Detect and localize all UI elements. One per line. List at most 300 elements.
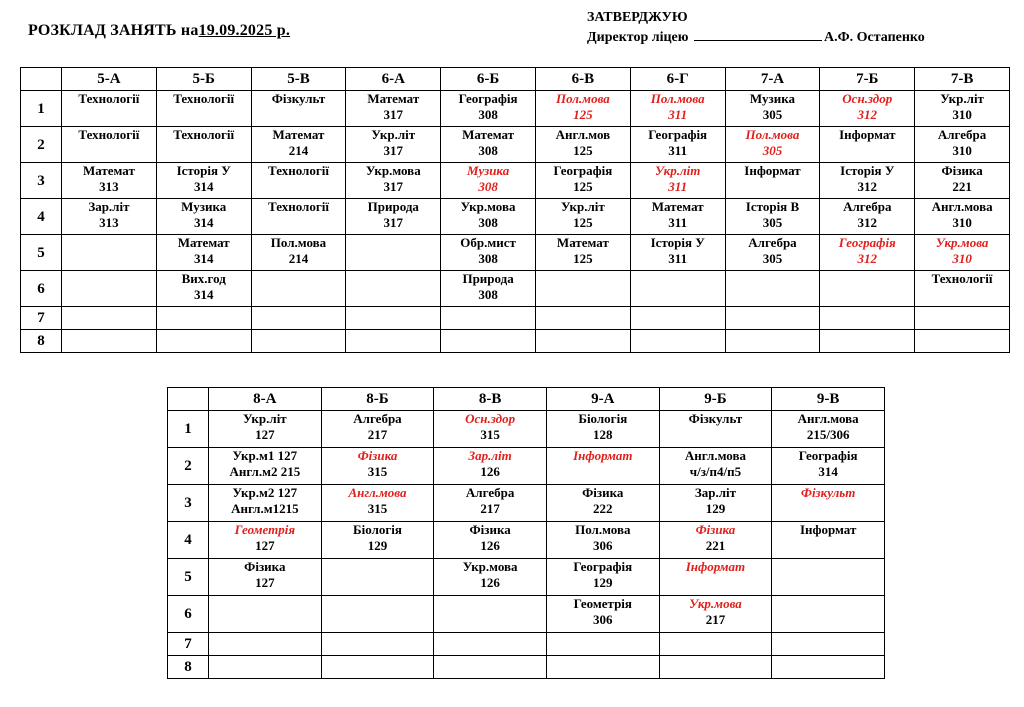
lesson-number: 1 [21, 91, 62, 127]
lesson-cell [915, 271, 1010, 307]
room-number: 126 [480, 538, 500, 553]
title-text: РОЗКЛАД ЗАНЯТЬ на [28, 22, 199, 39]
subject-name: Обр.мист [460, 235, 516, 250]
director-line [587, 28, 925, 48]
lesson-cell [659, 596, 772, 633]
lesson-cell [156, 235, 251, 271]
room-number: 313 [99, 215, 119, 230]
room-number: 312 [857, 251, 878, 266]
lesson-row [168, 656, 885, 679]
room-number: 305 [762, 107, 783, 122]
class-header: 6-Г [630, 68, 725, 91]
room-number: 310 [952, 107, 972, 122]
lesson-cell [772, 559, 885, 596]
lesson-cell [441, 235, 536, 271]
lesson-cell [546, 633, 659, 656]
subject-name: Англ.мова [797, 411, 859, 426]
lesson-cell [546, 559, 659, 596]
subject-name: Алгебра [465, 485, 515, 500]
lesson-cell [62, 307, 157, 330]
room-number: 314 [193, 287, 214, 302]
lesson-cell [441, 127, 536, 163]
room-number: 306 [593, 538, 613, 553]
lesson-number: 4 [21, 199, 62, 235]
lesson-cell [659, 448, 772, 485]
room-number: 314 [818, 464, 838, 479]
subject-name: Укр.літ [561, 199, 605, 214]
lesson-cell [546, 411, 659, 448]
class-header: 8-Б [321, 388, 434, 411]
lesson-cell [209, 411, 322, 448]
subject-name: Історія В [745, 199, 800, 214]
schedule-table-lower [167, 387, 885, 679]
room-number: 317 [383, 143, 404, 158]
subject-name: Пол.мова [650, 91, 705, 106]
lesson-cell [915, 91, 1010, 127]
subject-name: Пол.мова [745, 127, 800, 142]
class-header: 6-В [535, 68, 630, 91]
subject-name: Англ.мова [348, 485, 407, 500]
lesson-number: 2 [168, 448, 209, 485]
room-number: 314 [193, 251, 214, 266]
lesson-cell [209, 596, 322, 633]
subject-name: Історія У [840, 163, 895, 178]
subject-name: Укр.літ [940, 91, 984, 106]
lesson-cell [346, 271, 441, 307]
lesson-cell [546, 522, 659, 559]
room-number: Англ.м2 215 [229, 464, 301, 479]
lesson-cell [441, 163, 536, 199]
subject-name: Географія [553, 163, 613, 178]
lesson-number: 4 [168, 522, 209, 559]
lesson-cell [915, 235, 1010, 271]
lesson-cell [630, 235, 725, 271]
class-header: 9-А [546, 388, 659, 411]
class-header: 8-В [434, 388, 547, 411]
lesson-row [21, 163, 1010, 199]
room-number: 311 [668, 215, 688, 230]
lesson-cell [156, 271, 251, 307]
subject-name: Фізика [695, 522, 736, 537]
lesson-cell [209, 656, 322, 679]
room-number: 127 [255, 575, 275, 590]
room-number: 310 [952, 215, 972, 230]
lesson-cell [725, 163, 820, 199]
subject-name: Технології [78, 127, 140, 142]
subject-name: Англ.мов [555, 127, 611, 142]
subject-name: Укр.літ [371, 127, 416, 142]
room-number: 315 [367, 464, 388, 479]
subject-name: Математ [82, 163, 135, 178]
lesson-cell [346, 163, 441, 199]
lesson-row [168, 596, 885, 633]
lesson-number: 3 [21, 163, 62, 199]
class-header: 7-В [915, 68, 1010, 91]
subject-name: Технології [268, 199, 329, 214]
lesson-cell [321, 448, 434, 485]
lesson-cell [546, 656, 659, 679]
room-number: Англ.м1215 [231, 501, 299, 516]
room-number: 308 [478, 251, 498, 266]
subject-name: Укр.мова [365, 163, 421, 178]
lesson-cell [441, 330, 536, 353]
subject-name: Укр.м1 127 [232, 448, 298, 463]
lesson-cell [915, 307, 1010, 330]
room-number: 317 [383, 215, 404, 230]
subject-name: Інформат [839, 127, 896, 142]
schedule-date: 19.09.2025 р. [198, 22, 291, 39]
room-number: 315 [367, 501, 388, 516]
room-number: 308 [478, 215, 498, 230]
subject-name: Біологія [578, 411, 628, 426]
lesson-number: 7 [168, 633, 209, 656]
lesson-cell [62, 163, 157, 199]
subject-name: Алгебра [937, 127, 987, 142]
room-number: 217 [480, 501, 500, 516]
lesson-cell [915, 163, 1010, 199]
subject-name: Геометрія [573, 596, 632, 611]
room-number: 311 [668, 107, 688, 122]
header-row [21, 68, 1010, 91]
lesson-cell [725, 271, 820, 307]
subject-name: Зар.літ [88, 199, 130, 214]
lesson-number: 5 [21, 235, 62, 271]
lesson-row [21, 91, 1010, 127]
header-row [168, 388, 885, 411]
lesson-cell [441, 307, 536, 330]
subject-name: Укр.мова [462, 559, 518, 574]
lesson-cell [62, 91, 157, 127]
lesson-cell [772, 522, 885, 559]
lesson-cell [659, 633, 772, 656]
subject-name: Технології [931, 271, 993, 286]
lesson-cell [659, 485, 772, 522]
lesson-cell [434, 522, 547, 559]
room-number: 125 [573, 251, 593, 266]
lesson-cell [209, 448, 322, 485]
lesson-cell [62, 127, 157, 163]
lesson-cell [659, 559, 772, 596]
subject-name: Технології [78, 91, 140, 106]
subject-name: Алгебра [843, 199, 892, 214]
lesson-cell [820, 127, 915, 163]
subject-name: Історія У [176, 163, 231, 178]
subject-name: Математ [556, 235, 609, 250]
lesson-cell [156, 127, 251, 163]
lesson-cell [915, 330, 1010, 353]
lesson-cell [209, 559, 322, 596]
room-number: 308 [478, 287, 498, 302]
lesson-row [168, 448, 885, 485]
room-number: 312 [857, 179, 878, 194]
lesson-cell [630, 199, 725, 235]
lesson-number: 6 [168, 596, 209, 633]
subject-name: Технології [173, 91, 235, 106]
class-header: 7-А [725, 68, 820, 91]
lesson-number: 8 [21, 330, 62, 353]
subject-name: Географія [798, 448, 858, 463]
subject-name: Зар.літ [694, 485, 737, 500]
lesson-cell [725, 235, 820, 271]
subject-name: Англ.мова [684, 448, 746, 463]
lesson-cell [321, 485, 434, 522]
lesson-cell [434, 596, 547, 633]
subject-name: Англ.мова [931, 199, 993, 214]
lesson-cell [434, 485, 547, 522]
room-number: 221 [705, 538, 726, 553]
subject-name: Осн.здор [842, 91, 893, 106]
lesson-cell [156, 199, 251, 235]
subject-name: Інформат [799, 522, 857, 537]
lesson-cell [441, 199, 536, 235]
lesson-cell [535, 235, 630, 271]
lesson-cell [62, 271, 157, 307]
lesson-cell [725, 127, 820, 163]
lesson-cell [820, 163, 915, 199]
room-number: 125 [573, 179, 593, 194]
subject-name: Алгебра [748, 235, 797, 250]
lesson-cell [251, 127, 346, 163]
subject-name: Укр.мова [689, 596, 742, 611]
lesson-row [21, 307, 1010, 330]
room-number: 128 [593, 427, 613, 442]
lesson-cell [346, 307, 441, 330]
lesson-cell [251, 235, 346, 271]
subject-name: Осн.здор [465, 411, 516, 426]
subject-name: Укр.літ [242, 411, 287, 426]
room-number: 129 [593, 575, 613, 590]
subject-name: Математ [367, 91, 420, 106]
lesson-cell [630, 127, 725, 163]
subject-name: Укр.мова [935, 235, 989, 250]
class-header: 5-В [251, 68, 346, 91]
lesson-cell [441, 91, 536, 127]
subject-name: Історія У [650, 235, 705, 250]
room-number: 127 [255, 427, 275, 442]
lesson-cell [772, 596, 885, 633]
class-header: 8-А [209, 388, 322, 411]
subject-name: Укр.літ [654, 163, 701, 178]
lesson-cell [209, 522, 322, 559]
room-number: 308 [478, 143, 498, 158]
class-header: 7-Б [820, 68, 915, 91]
lesson-cell [772, 485, 885, 522]
lesson-row [21, 235, 1010, 271]
lesson-row [168, 559, 885, 596]
lesson-cell [546, 448, 659, 485]
lesson-cell [62, 235, 157, 271]
room-number: 317 [383, 179, 404, 194]
lesson-cell [820, 330, 915, 353]
subject-name: Фізкульт [271, 91, 326, 106]
lesson-cell [535, 271, 630, 307]
lesson-number: 6 [21, 271, 62, 307]
subject-name: Інформат [685, 559, 746, 574]
room-number: 312 [857, 107, 878, 122]
subject-name: Пол.мова [575, 522, 631, 537]
lesson-cell [535, 163, 630, 199]
lesson-number: 3 [168, 485, 209, 522]
lesson-cell [209, 485, 322, 522]
room-number: 129 [705, 501, 726, 516]
lesson-cell [820, 271, 915, 307]
subject-name: Музика [181, 199, 227, 214]
director-label: Директор ліцею [587, 30, 689, 45]
subject-name: Математ [177, 235, 230, 250]
lesson-cell [321, 633, 434, 656]
subject-name: Фізкульт [688, 411, 743, 426]
lesson-cell [251, 199, 346, 235]
lesson-cell [630, 307, 725, 330]
subject-name: Географія [573, 559, 633, 574]
subject-name: Технології [173, 127, 235, 142]
lesson-cell [251, 330, 346, 353]
lesson-cell [630, 163, 725, 199]
director-name: А.Ф. Остапенко [823, 30, 925, 45]
subject-name: Біологія [353, 522, 402, 537]
room-number: 217 [367, 427, 388, 442]
lesson-cell [321, 596, 434, 633]
subject-name: Геометрія [234, 522, 296, 537]
subject-name: Інформат [573, 448, 633, 463]
room-number: 127 [255, 538, 275, 553]
room-number: 308 [478, 179, 498, 194]
room-number: 312 [857, 215, 878, 230]
room-number: 215/306 [806, 427, 850, 442]
lesson-cell [535, 127, 630, 163]
lesson-cell [820, 91, 915, 127]
lesson-cell [630, 91, 725, 127]
lesson-cell [321, 559, 434, 596]
lesson-row [21, 127, 1010, 163]
room-number: 317 [383, 107, 404, 122]
lesson-row [168, 411, 885, 448]
room-number: 126 [480, 464, 500, 479]
subject-name: Алгебра [353, 411, 402, 426]
subject-name: Географія [838, 235, 896, 250]
room-number: 222 [593, 501, 613, 516]
room-number: 310 [952, 143, 972, 158]
lesson-cell [535, 307, 630, 330]
room-number: ч/з/п4/п5 [689, 464, 742, 479]
lesson-cell [251, 271, 346, 307]
subject-name: Вих.год [181, 271, 226, 286]
subject-name: Пол.мова [555, 91, 610, 106]
subject-name: Географія [648, 127, 708, 142]
lesson-cell [772, 411, 885, 448]
approve-label: ЗАТВЕРДЖУЮ [587, 10, 688, 25]
class-header: 9-Б [659, 388, 772, 411]
lesson-cell [346, 235, 441, 271]
lesson-cell [156, 307, 251, 330]
lesson-cell [725, 199, 820, 235]
lesson-cell [434, 411, 547, 448]
lesson-cell [251, 307, 346, 330]
lesson-row [21, 271, 1010, 307]
subject-name: Інформат [744, 163, 801, 178]
lesson-cell [251, 91, 346, 127]
corner-cell [168, 388, 209, 411]
room-number: 214 [288, 143, 309, 158]
class-header: 6-А [346, 68, 441, 91]
lesson-cell [772, 633, 885, 656]
lesson-cell [535, 199, 630, 235]
subject-name: Фізика [244, 559, 286, 574]
lesson-cell [209, 633, 322, 656]
room-number: 308 [478, 107, 498, 122]
lesson-cell [535, 330, 630, 353]
class-header: 5-А [62, 68, 157, 91]
lesson-cell [630, 330, 725, 353]
subject-name: Музика [749, 91, 796, 106]
lesson-cell [820, 235, 915, 271]
corner-cell [21, 68, 62, 91]
lesson-cell [156, 163, 251, 199]
lesson-row [21, 199, 1010, 235]
subject-name: Природа [367, 199, 419, 214]
room-number: 129 [367, 538, 388, 553]
signature-line [694, 28, 822, 41]
lesson-cell [820, 307, 915, 330]
subject-name: Фізика [582, 485, 624, 500]
room-number: 125 [573, 215, 593, 230]
room-number: 314 [193, 215, 214, 230]
lesson-number: 7 [21, 307, 62, 330]
room-number: 217 [705, 612, 726, 627]
lesson-number: 8 [168, 656, 209, 679]
approval-block [587, 8, 925, 48]
room-number: 314 [193, 179, 214, 194]
room-number: 125 [573, 143, 593, 158]
lesson-cell [346, 91, 441, 127]
lesson-cell [346, 199, 441, 235]
lesson-cell [546, 485, 659, 522]
room-number: 313 [99, 179, 119, 194]
lesson-cell [156, 91, 251, 127]
room-number: 310 [952, 251, 972, 266]
lesson-cell [434, 633, 547, 656]
room-number: 305 [762, 251, 783, 266]
subject-name: Природа [462, 271, 514, 286]
subject-name: Пол.мова [270, 235, 327, 250]
lesson-cell [772, 656, 885, 679]
room-number: 126 [480, 575, 500, 590]
lesson-cell [441, 271, 536, 307]
subject-name: Географія [458, 91, 518, 106]
subject-name: Фізика [941, 163, 983, 178]
lesson-cell [659, 411, 772, 448]
subject-name: Укр.м2 127 [232, 485, 298, 500]
lesson-cell [915, 199, 1010, 235]
subject-name: Музика [466, 163, 510, 178]
lesson-number: 2 [21, 127, 62, 163]
lesson-row [168, 522, 885, 559]
room-number: 221 [952, 179, 972, 194]
lesson-cell [630, 271, 725, 307]
lesson-cell [725, 307, 820, 330]
lesson-cell [434, 656, 547, 679]
lesson-cell [546, 596, 659, 633]
lesson-cell [62, 199, 157, 235]
room-number: 214 [288, 251, 309, 266]
class-header: 6-Б [441, 68, 536, 91]
lesson-row [21, 330, 1010, 353]
lesson-row [168, 633, 885, 656]
lesson-number: 5 [168, 559, 209, 596]
lesson-cell [321, 656, 434, 679]
lesson-cell [820, 199, 915, 235]
lesson-cell [156, 330, 251, 353]
